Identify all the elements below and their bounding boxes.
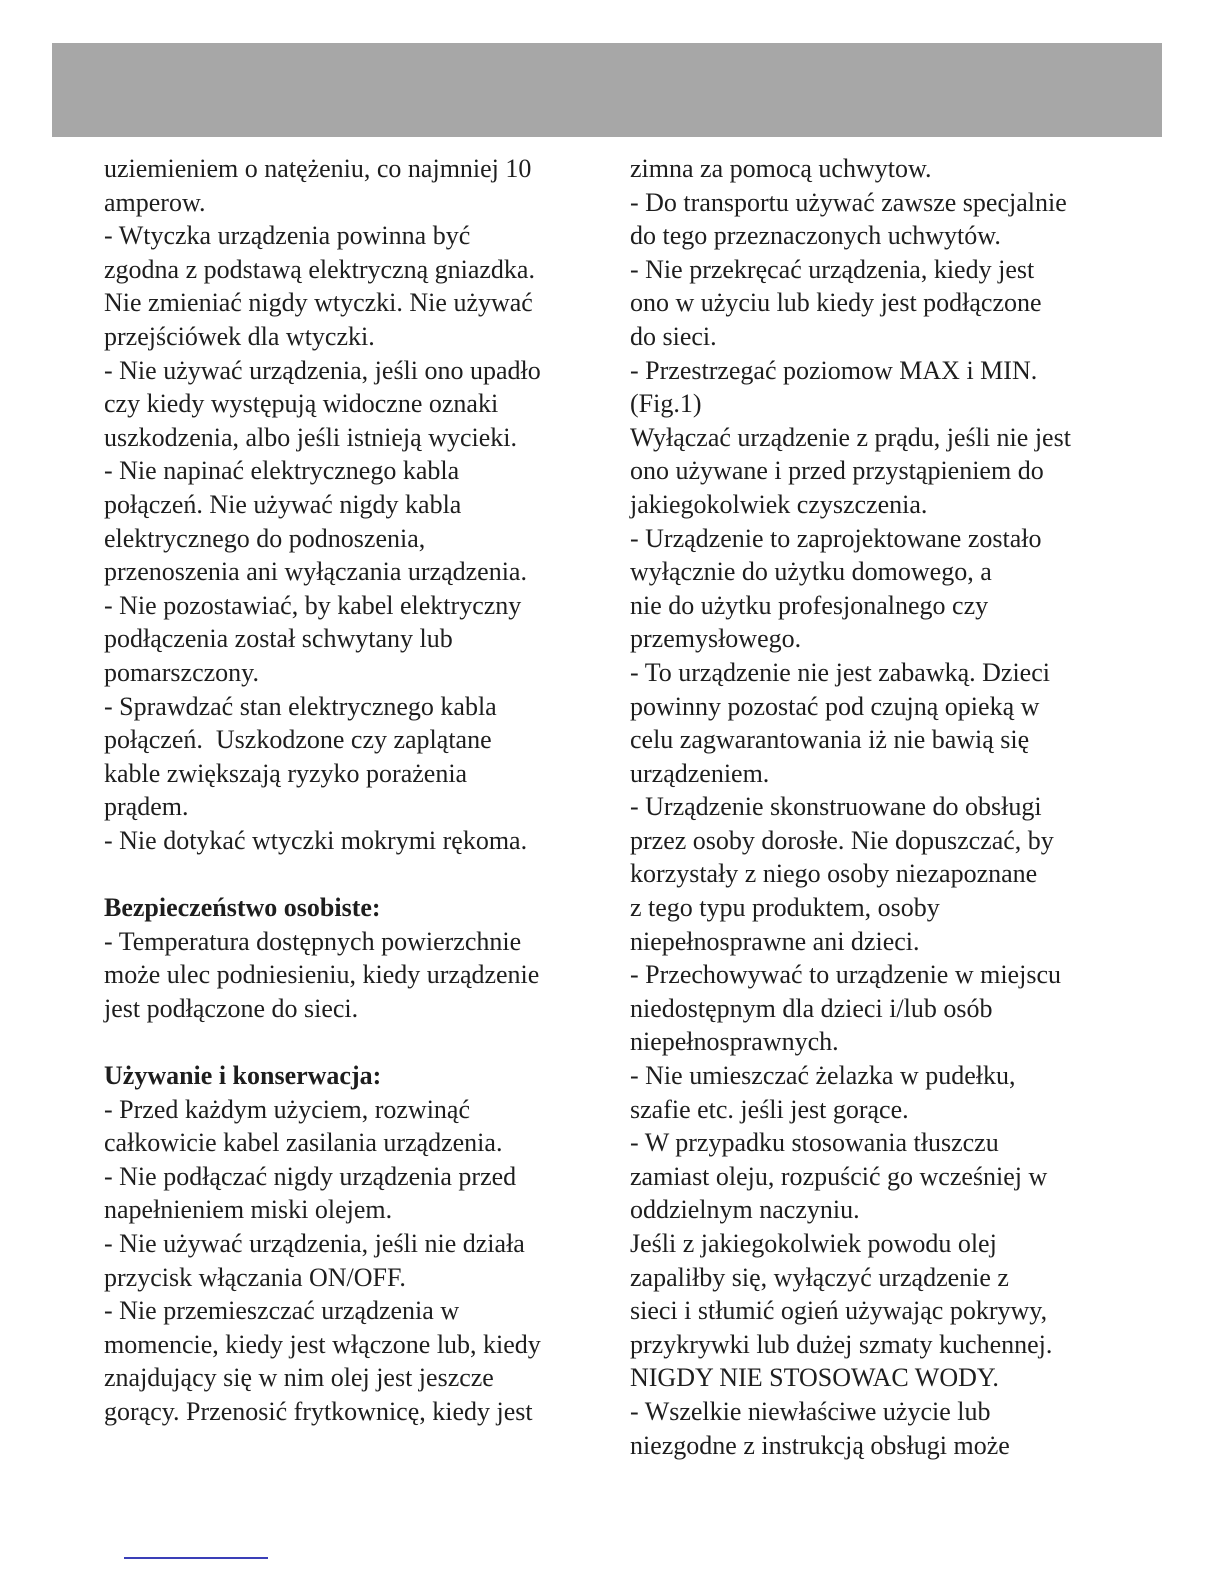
right-text-column	[630, 152, 1130, 1462]
blank-line	[104, 1025, 594, 1059]
text-line: - Urządzenie to zaprojektowane zostało	[630, 523, 1042, 553]
footer-rule	[124, 1557, 268, 1559]
text-line: - Do transportu używać zawsze specjalnie	[630, 187, 1067, 217]
text-line: niezgodne z instrukcją obsługi może	[630, 1430, 1010, 1460]
text-line: przejściówek dla wtyczki.	[104, 321, 375, 351]
text-line: - Temperatura dostępnych powierzchnie	[104, 926, 522, 956]
text-line: zgodna z podstawą elektryczną gniazdka.	[104, 254, 535, 284]
text-line: - Nie przemieszczać urządzenia w	[104, 1296, 460, 1326]
text-line: elektrycznego do podnoszenia,	[104, 523, 426, 553]
text-line: - Sprawdzać stan elektrycznego kabla	[104, 691, 497, 721]
text-line: niedostępnym dla dzieci i/lub osób	[630, 993, 993, 1023]
text-line: - Nie używać urządzenia, jeśli ono upadło	[104, 355, 541, 385]
text-line: może ulec podniesieniu, kiedy urządzenie	[104, 960, 540, 990]
text-line: celu zagwarantowania iż nie bawią się	[630, 725, 1030, 755]
text-line: - Nie przekręcać urządzenia, kiedy jest	[630, 254, 1035, 284]
text-line: zimna za pomocą uchwytow.	[630, 154, 932, 183]
text-line: ono w użyciu lub kiedy jest podłączone	[630, 288, 1042, 318]
text-line: - Nie dotykać wtyczki mokrymi rękoma.	[104, 825, 528, 855]
text-line: urządzeniem.	[630, 758, 770, 788]
text-line: szafie etc. jeśli jest gorące.	[630, 1094, 909, 1124]
text-line: - Wtyczka urządzenia powinna być	[104, 221, 471, 251]
left-text-column	[104, 152, 594, 1429]
text-line: z tego typu produktem, osoby	[630, 893, 940, 923]
text-line: połączeń. Uszkodzone czy zaplątane	[104, 725, 492, 755]
text-line: wyłącznie do użytku domowego, a	[630, 557, 992, 587]
text-line: do tego przeznaczonych uchwytów.	[630, 221, 1001, 251]
text-line: znajdujący się w nim olej jest jeszcze	[104, 1363, 494, 1393]
text-line: - Nie podłączać nigdy urządzenia przed	[104, 1161, 517, 1191]
text-line: - Urządzenie skonstruowane do obsługi	[630, 792, 1042, 822]
section-heading: Używanie i konserwacja:	[104, 1061, 382, 1091]
text-line: przemysłowego.	[630, 624, 802, 654]
text-line: czy kiedy występują widoczne oznaki	[104, 389, 499, 419]
text-line: uziemieniem o natężeniu, co najmniej 10	[104, 154, 532, 183]
text-line: - To urządzenie nie jest zabawką. Dzieci	[630, 657, 1050, 687]
text-line: całkowicie kabel zasilania urządzenia.	[104, 1128, 503, 1158]
text-line: prądem.	[104, 792, 189, 822]
text-line: - Wszelkie niewłaściwe użycie lub	[630, 1396, 991, 1426]
text-line: - Przestrzegać poziomow MAX i MIN.	[630, 355, 1038, 385]
text-line: (Fig.1)	[630, 389, 702, 419]
text-line: momencie, kiedy jest włączone lub, kiedy	[104, 1329, 541, 1359]
text-line: - Przed każdym użyciem, rozwinąć	[104, 1094, 471, 1124]
text-line: przez osoby dorosłe. Nie dopuszczać, by	[630, 825, 1054, 855]
text-line: pomarszczony.	[104, 657, 259, 687]
text-line: oddzielnym naczyniu.	[630, 1195, 860, 1225]
text-line: podłączenia został schwytany lub	[104, 624, 453, 654]
text-line: zapaliłby się, wyłączyć urządzenie z	[630, 1262, 1009, 1292]
text-line: napełnieniem miski olejem.	[104, 1195, 393, 1225]
text-line: NIGDY NIE STOSOWAC WODY.	[630, 1363, 999, 1393]
page-header-band	[52, 43, 1162, 137]
text-line: jakiegokolwiek czyszczenia.	[630, 489, 928, 519]
text-line: sieci i stłumić ogień używając pokrywy,	[630, 1296, 1048, 1326]
text-line: przenoszenia ani wyłączania urządzenia.	[104, 557, 527, 587]
text-line: - Nie używać urządzenia, jeśli nie działa	[104, 1229, 525, 1258]
text-line: kable zwiększają ryzyko porażenia	[104, 758, 468, 788]
blank-line	[104, 857, 594, 891]
text-line: - W przypadku stosowania tłuszczu	[630, 1128, 999, 1158]
text-line: nie do użytku profesjonalnego czy	[630, 590, 989, 620]
text-line: korzystały z niego osoby niezapoznane	[630, 859, 1038, 889]
text-line: niepełnosprawne ani dzieci.	[630, 926, 920, 956]
text-line: połączeń. Nie używać nigdy kabla	[104, 489, 462, 519]
section-heading: Bezpieczeństwo osobiste:	[104, 893, 381, 923]
text-line: przykrywki lub dużej szmaty kuchennej.	[630, 1329, 1053, 1359]
text-line: jest podłączone do sieci.	[104, 993, 359, 1023]
text-line: powinny pozostać pod czujną opieką w	[630, 691, 1040, 721]
text-line: do sieci.	[630, 321, 717, 351]
text-line: niepełnosprawnych.	[630, 1027, 839, 1057]
text-line: Jeśli z jakiegokolwiek powodu olej	[630, 1229, 997, 1258]
text-line: gorący. Przenosić frytkownicę, kiedy jest	[104, 1396, 533, 1426]
text-line: - Przechowywać to urządzenie w miejscu	[630, 960, 1061, 990]
text-line: Nie zmieniać nigdy wtyczki. Nie używać	[104, 288, 533, 318]
text-line: - Nie umieszczać żelazka w pudełku,	[630, 1061, 1016, 1091]
text-line: ono używane i przed przystąpieniem do	[630, 456, 1044, 486]
text-line: - Nie napinać elektrycznego kabla	[104, 456, 460, 486]
text-line: - Nie pozostawiać, by kabel elektryczny	[104, 590, 522, 620]
text-line: uszkodzenia, albo jeśli istnieją wycieki.	[104, 422, 517, 452]
text-line: Wyłączać urządzenie z prądu, jeśli nie jest	[630, 422, 1071, 452]
text-line: przycisk włączania ON/OFF.	[104, 1262, 406, 1292]
text-line: amperow.	[104, 187, 206, 217]
text-line: zamiast oleju, rozpuścić go wcześniej w	[630, 1161, 1048, 1191]
